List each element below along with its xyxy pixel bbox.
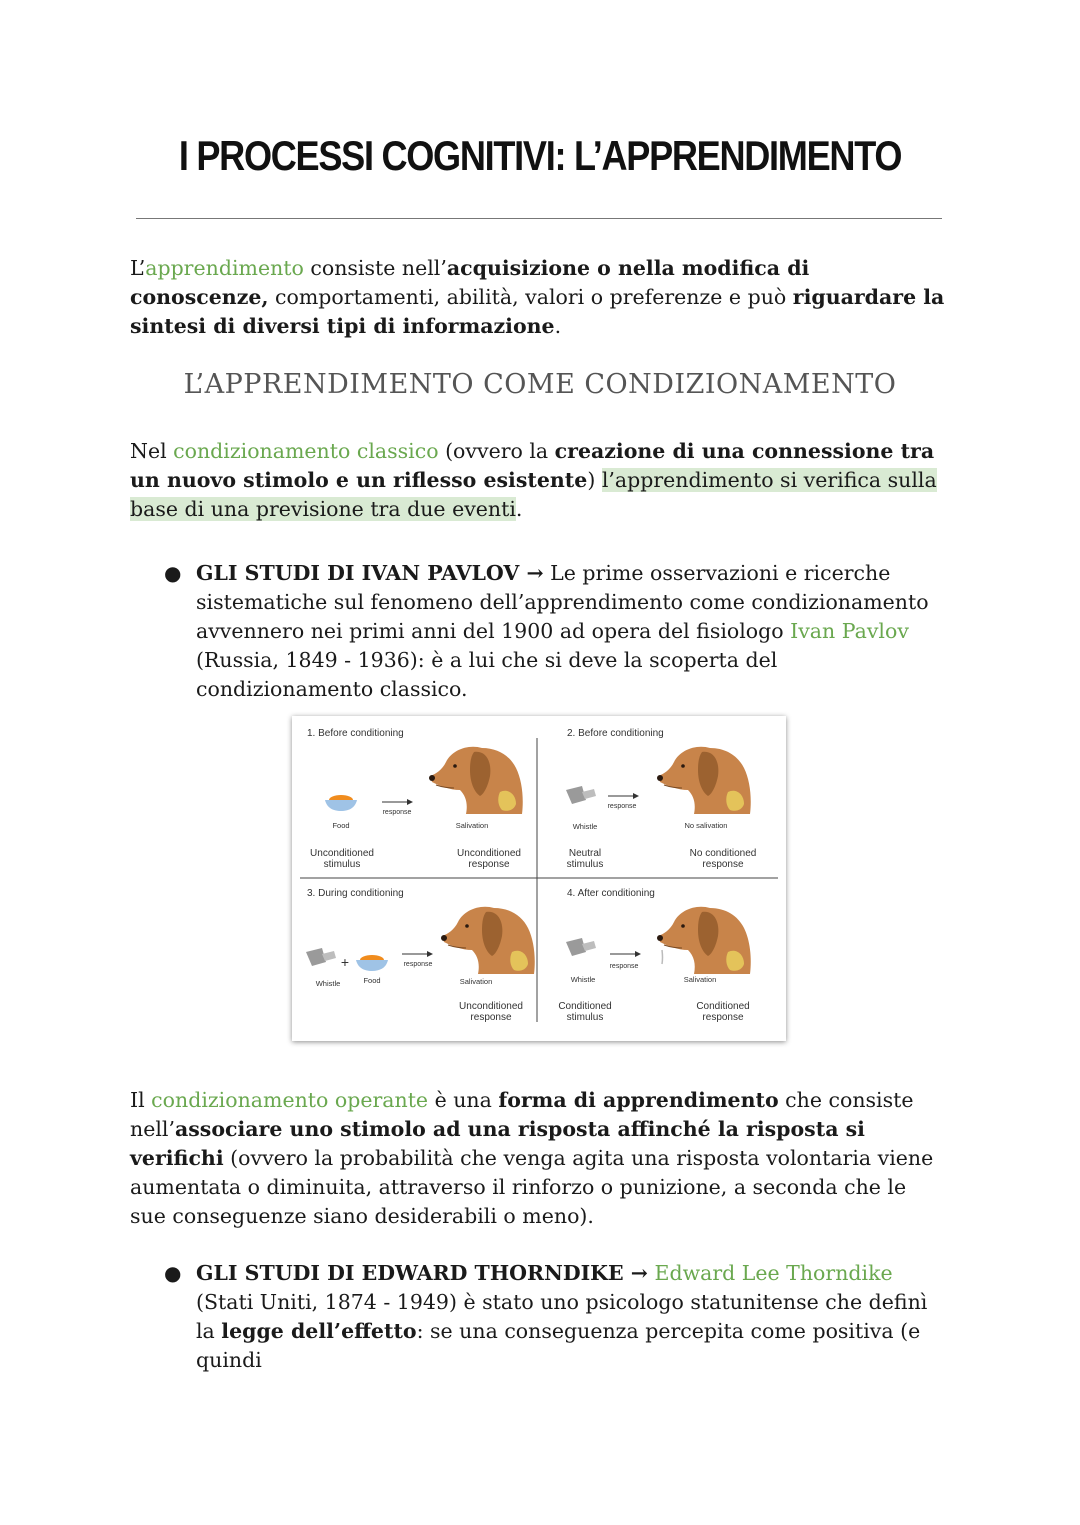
panel-1-right-caption-2: response — [468, 859, 510, 870]
food-bowl-icon — [356, 955, 388, 971]
panel-4-left-caption-1: Conditioned — [558, 1001, 612, 1012]
intro-paragraph — [130, 254, 946, 341]
intro-bold-2: riguardare la sintesi di diversi tipi di informazione — [130, 285, 945, 338]
whistle-icon — [566, 786, 596, 804]
food-bowl-icon — [325, 795, 357, 811]
panel-1-result: Salivation — [455, 821, 489, 830]
conditioning-diagram — [292, 716, 786, 1041]
thorndike-text-1: (Stati Uniti, 1874 - 1949) è stato uno psicologo statunitense che definì la — [196, 1290, 928, 1343]
panel-1-left-caption-2: stimulus — [323, 859, 361, 870]
panel-after-conditioning — [558, 888, 750, 1023]
classical-bold: creazione di una connessione tra un nuovo stimolo e un riflesso esistente — [130, 439, 935, 492]
panel-3-result: Salivation — [459, 977, 493, 986]
panel-before-conditioning-food — [307, 728, 523, 870]
panel-3-arrow-label: response — [403, 961, 433, 968]
dog-icon — [657, 747, 751, 814]
term-condizionamento-operante: condizionamento operante — [151, 1088, 429, 1112]
thorndike-bold: legge dell’effetto — [221, 1319, 417, 1343]
pavlov-text-1: Le prime osservazioni e ricerche sistematiche sul fenomeno dell’apprendimento come condizionamento avvennero nei primi anni del 1900 ad opera del fisiologo — [196, 561, 929, 643]
title-divider — [136, 218, 942, 219]
section-heading: L’APPRENDIMENTO COME CONDIZIONAMENTO — [183, 369, 897, 400]
operant-bold-1: forma di apprendimento — [498, 1088, 779, 1112]
operant-text-3: è una — [428, 1088, 499, 1112]
classical-text-3: (ovvero la — [438, 439, 555, 463]
panel-2-left-caption-2: stimulus — [566, 859, 604, 870]
thorndike-text-3: : se una conseguenza percepita come positiva (e quindi — [196, 1319, 921, 1372]
intro-text-5: comportamenti, abilità, valori o preferenze e può — [268, 285, 793, 309]
panel-2-right-caption-2: response — [702, 859, 744, 870]
panel-2-result: No salivation — [684, 821, 728, 830]
panel-4-right-caption-1: Conditioned — [696, 1001, 750, 1012]
conditioning-figure — [292, 716, 786, 1041]
operant-bold-2: associare uno stimolo ad una risposta affinché la risposta si verifichi — [130, 1117, 865, 1170]
dog-icon — [441, 907, 535, 974]
panel-3-title: 3. During conditioning — [307, 888, 404, 899]
intro-bold-1: acquisizione o nella modifica di conoscenze, — [130, 256, 810, 309]
panel-3-right-caption-2: response — [470, 1012, 512, 1023]
panel-1-left-caption-1: Unconditioned — [310, 848, 374, 859]
plus-sign: + — [340, 954, 350, 970]
whistle-icon — [306, 948, 336, 966]
panel-1-title: 1. Before conditioning — [307, 728, 404, 739]
panel-1-arrow-label: response — [382, 809, 412, 816]
panel-2-right-caption-1: No conditioned — [689, 848, 757, 859]
operant-text-7: (ovvero la probabilità che venga agita una risposta volontaria viene aumentata o diminuita, attraverso il rinforzo o punizione, a seconda che le sue conseguenze siano desiderabili o meno). — [130, 1146, 934, 1228]
intro-text-7: . — [554, 314, 562, 338]
thorndike-name: Edward Lee Thorndike — [654, 1261, 893, 1285]
panel-3-right-caption-1: Unconditioned — [459, 1001, 523, 1012]
classical-text-7: . — [515, 497, 523, 521]
panel-3-stimulus: Whistle — [315, 979, 341, 988]
bullet-dot: ● — [164, 1261, 182, 1285]
panel-4-arrow-label: response — [609, 963, 639, 970]
pavlov-label: GLI STUDI DI IVAN PAVLOV → — [196, 561, 544, 585]
panel-4-right-caption-2: response — [702, 1012, 744, 1023]
pavlov-name: Ivan Pavlov — [790, 619, 909, 643]
panel-4-title: 4. After conditioning — [567, 888, 655, 899]
operant-text-1: Il — [130, 1088, 152, 1112]
intro-text-1: L’ — [130, 256, 146, 280]
classical-highlight: l’apprendimento si verifica sulla base di una previsione tra due eventi — [130, 468, 937, 521]
page-title: I PROCESSI COGNITIVI: L’APPRENDIMENTO — [178, 132, 902, 179]
thorndike-label: GLI STUDI DI EDWARD THORNDIKE → — [196, 1261, 648, 1285]
classical-text-1: Nel — [130, 439, 174, 463]
intro-text-3: consiste nell’ — [303, 256, 447, 280]
term-condizionamento-classico: condizionamento classico — [173, 439, 439, 463]
panel-4-result: Salivation — [683, 975, 717, 984]
panel-before-conditioning-whistle — [566, 728, 756, 870]
panel-2-stimulus: Whistle — [572, 822, 598, 831]
classical-paragraph — [130, 437, 946, 524]
panel-4-left-caption-2: stimulus — [566, 1012, 604, 1023]
bullet-dot: ● — [164, 561, 182, 585]
whistle-icon — [566, 938, 596, 956]
panel-1-right-caption-1: Unconditioned — [457, 848, 521, 859]
drool-icon — [662, 950, 663, 964]
panel-2-left-caption-1: Neutral — [568, 848, 602, 859]
panel-1-stimulus: Food — [332, 821, 350, 830]
term-apprendimento: apprendimento — [145, 256, 304, 280]
pavlov-text-2: (Russia, 1849 - 1936): è a lui che si deve la scoperta del condizionamento classico. — [196, 648, 778, 701]
panel-during-conditioning — [306, 888, 535, 1023]
operant-paragraph — [130, 1086, 946, 1231]
classical-text-5: ) — [587, 468, 602, 492]
dog-icon — [429, 747, 523, 814]
panel-3-stimulus-2: Food — [363, 976, 381, 985]
panel-4-stimulus: Whistle — [570, 975, 596, 984]
thorndike-bullet — [196, 1259, 948, 1375]
operant-text-5: che consiste nell’ — [130, 1088, 914, 1141]
panel-2-arrow-label: response — [607, 803, 637, 810]
panel-2-title: 2. Before conditioning — [567, 728, 664, 739]
dog-icon — [657, 907, 751, 974]
pavlov-bullet — [196, 559, 948, 704]
